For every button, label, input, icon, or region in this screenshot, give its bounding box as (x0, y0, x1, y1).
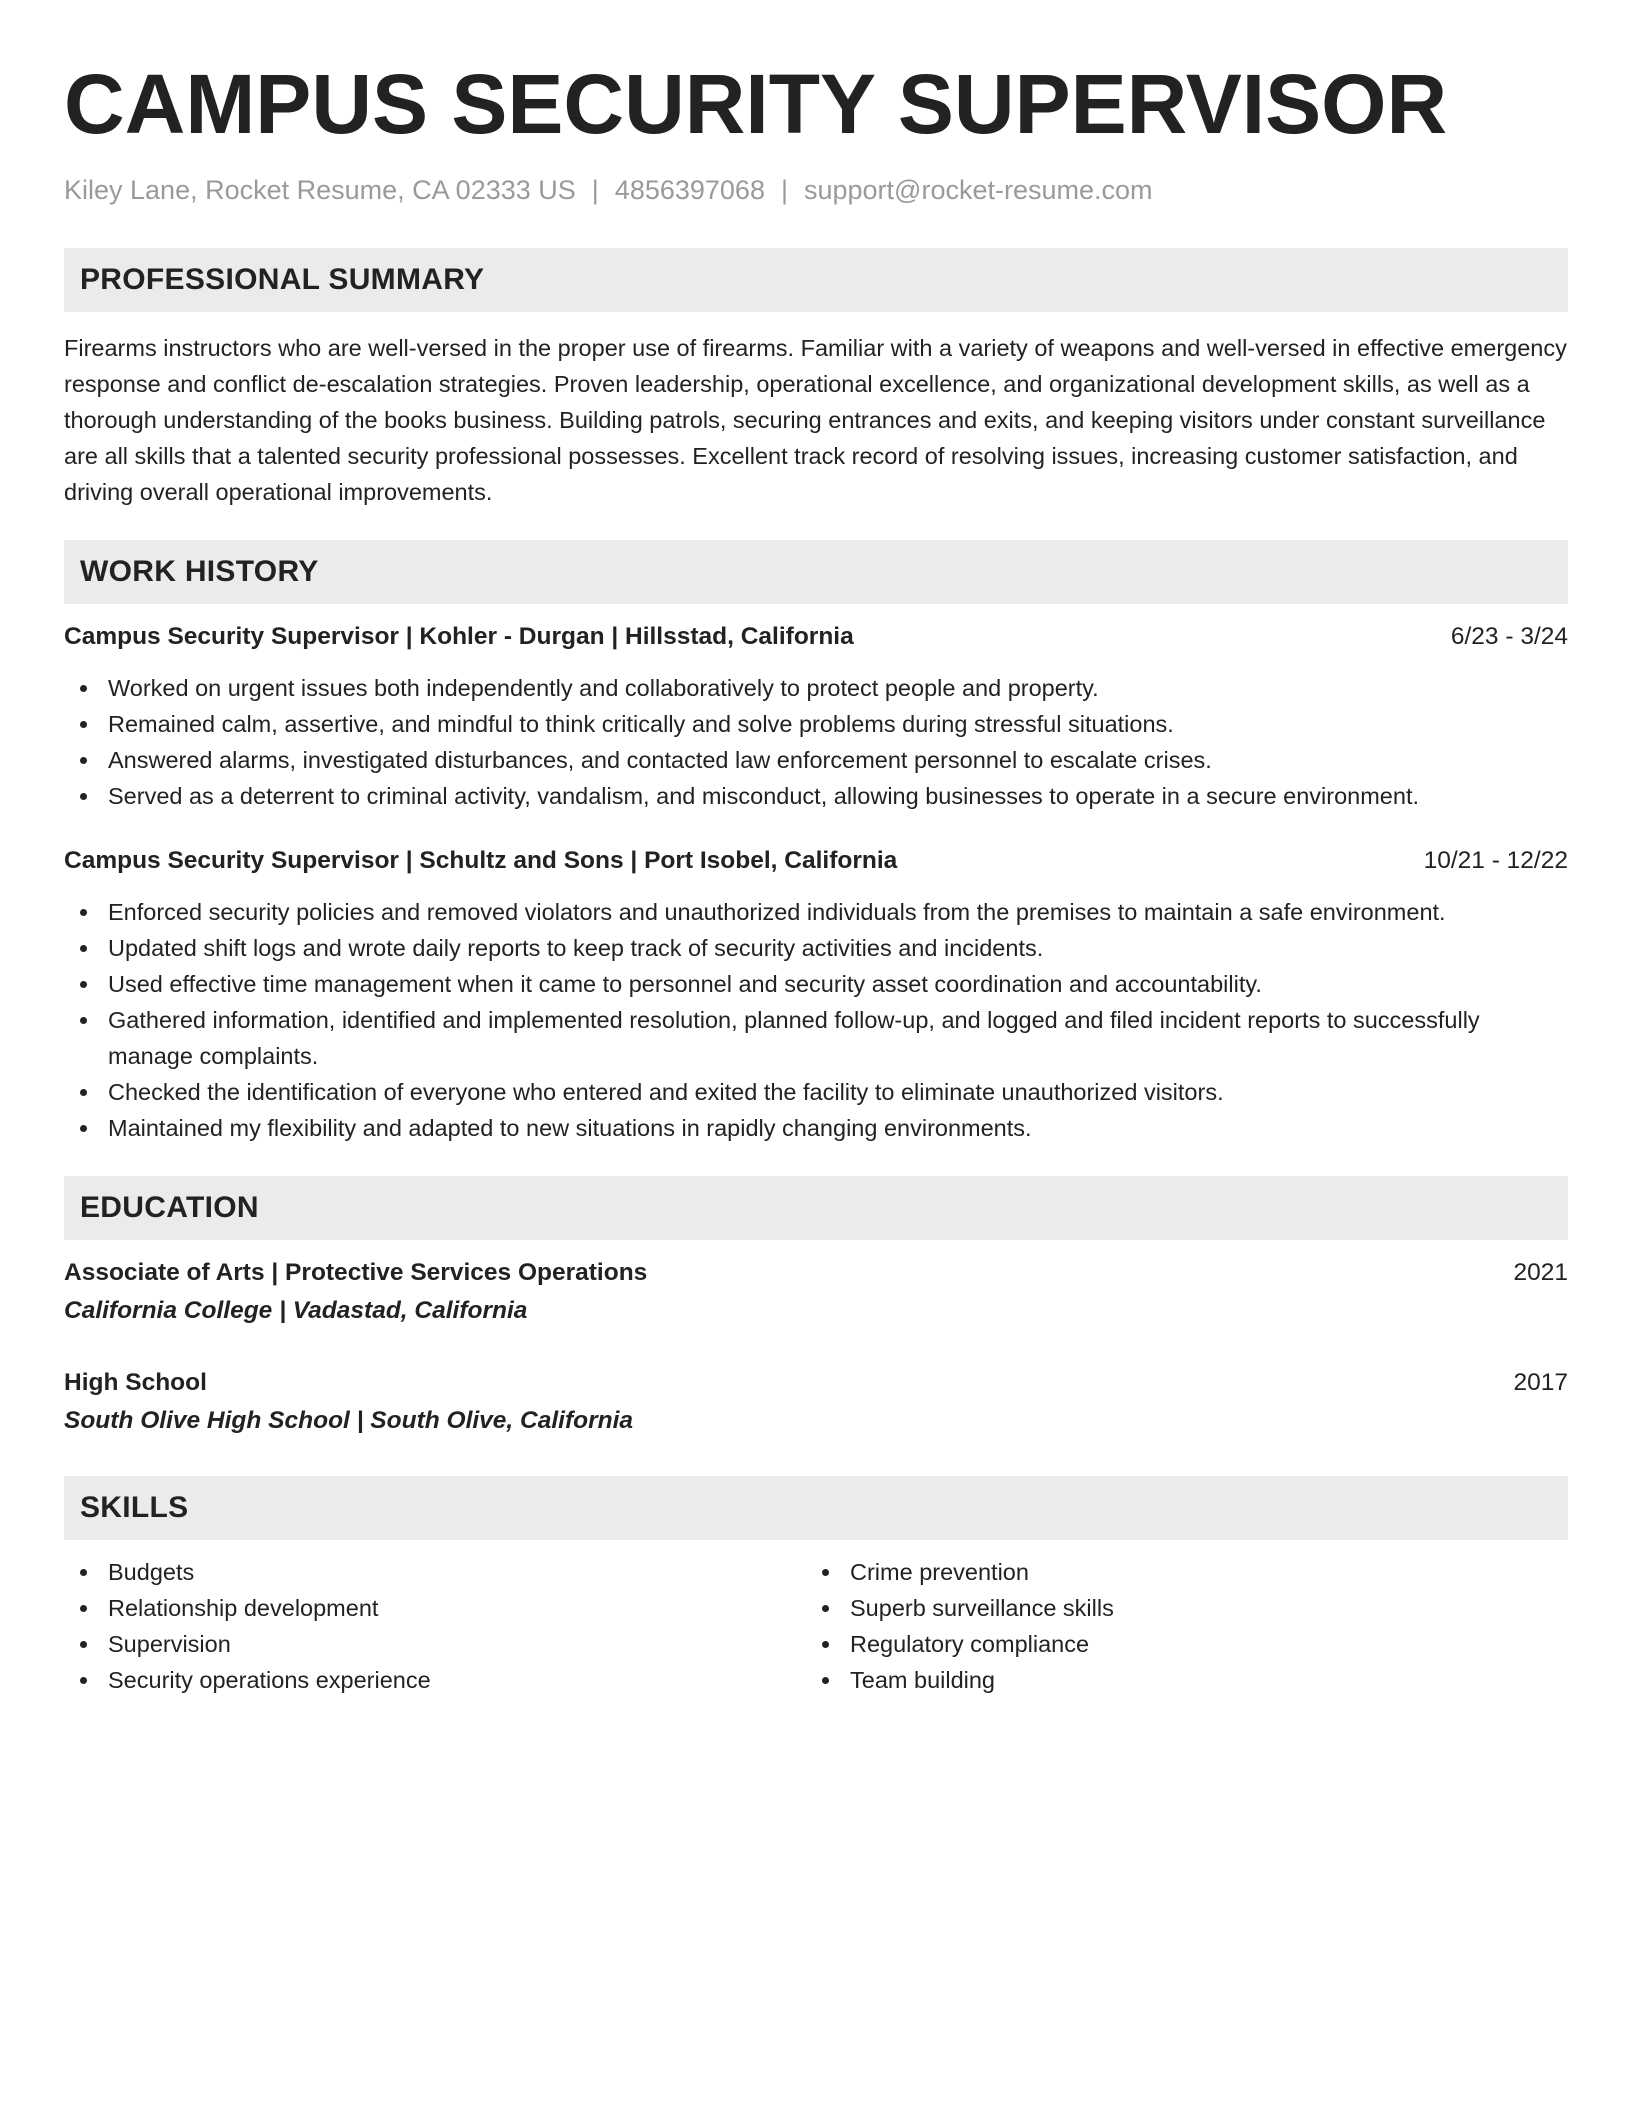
summary-text: Firearms instructors who are well-versed in the proper use of firearms. Familiar with a variety of weapons and well-versed in effective emergency response and conflict de-escalation strategies. Proven leadership, operational excellence, and organizational development skills, as well as a thorough understanding of the books business. Building patrols, securing entrances and exits, and keeping visitors under constant surveillance are all skills that a talented security professional possesses. Excellent track record of resolving issues, increasing customer satisfaction, and driving overall operational improvements. (64, 335, 1567, 505)
skill-item: Team building (806, 1662, 1548, 1698)
job-dates: 6/23 - 3/24 (1450, 623, 1568, 650)
job-entry (64, 844, 1568, 1146)
skill-item: Regulatory compliance (806, 1626, 1548, 1662)
contact-address: Kiley Lane, Rocket Resume, CA 02333 US (64, 175, 576, 205)
resume-page (64, 56, 1568, 1698)
contact-phone: 4856397068 (614, 175, 765, 205)
contact-separator: | (780, 175, 788, 205)
education-entry (64, 1364, 1568, 1440)
education-header (64, 1254, 1568, 1292)
list-item: Checked the identification of everyone who entered and exited the facility to eliminate unauthorized visitors. (64, 1074, 1568, 1110)
skills-grid (64, 1554, 1568, 1698)
education-school: California College | Vadastad, California (64, 1297, 528, 1324)
job-header (64, 844, 1568, 878)
education-entry (64, 1254, 1568, 1330)
section-header-work-history: WORK HISTORY (64, 540, 1568, 604)
job-entry (64, 620, 1568, 814)
job-title: Campus Security Supervisor | Schultz and Sons | Port Isobel, California (64, 847, 898, 874)
education-year: 2017 (1513, 1369, 1568, 1396)
skill-item: Crime prevention (806, 1554, 1548, 1590)
education-degree: Associate of Arts | Protective Services Operations (64, 1259, 648, 1286)
job-bullets (64, 894, 1568, 1146)
job-title: Campus Security Supervisor | Kohler - Durgan | Hillsstad, California (64, 623, 854, 650)
resume-title: CAMPUS SECURITY SUPERVISOR (64, 57, 1448, 151)
job-header (64, 620, 1568, 654)
skills-column-right (806, 1554, 1548, 1698)
section-header-education: EDUCATION (64, 1176, 1568, 1240)
list-item: Updated shift logs and wrote daily reports to keep track of security activities and incidents. (64, 930, 1568, 966)
contact-email: support@rocket-resume.com (803, 175, 1153, 205)
job-bullets (64, 670, 1568, 814)
contact-separator: | (591, 175, 599, 205)
list-item: Gathered information, identified and implemented resolution, planned follow-up, and logged and filed incident reports to successfully manage complaints. (64, 1002, 1568, 1074)
list-item: Remained calm, assertive, and mindful to think critically and solve problems during stressful situations. (64, 706, 1568, 742)
section-header-skills: SKILLS (64, 1476, 1568, 1540)
education-degree: High School (64, 1369, 207, 1396)
education-school: South Olive High School | South Olive, California (64, 1407, 634, 1434)
skills-column-left (64, 1554, 806, 1698)
list-item: Worked on urgent issues both independently and collaboratively to protect people and property. (64, 670, 1568, 706)
list-item: Enforced security policies and removed violators and unauthorized individuals from the premises to maintain a safe environment. (64, 894, 1568, 930)
section-header-summary: PROFESSIONAL SUMMARY (64, 248, 1568, 312)
list-item: Used effective time management when it came to personnel and security asset coordination and accountability. (64, 966, 1568, 1002)
list-item: Maintained my flexibility and adapted to new situations in rapidly changing environments. (64, 1110, 1568, 1146)
skill-item: Supervision (64, 1626, 806, 1662)
skill-item: Relationship development (64, 1590, 806, 1626)
education-year: 2021 (1513, 1259, 1568, 1286)
skill-item: Security operations experience (64, 1662, 806, 1698)
skill-item: Superb surveillance skills (806, 1590, 1548, 1626)
job-dates: 10/21 - 12/22 (1423, 847, 1568, 874)
list-item: Answered alarms, investigated disturbances, and contacted law enforcement personnel to escalate crises. (64, 742, 1568, 778)
list-item: Served as a deterrent to criminal activity, vandalism, and misconduct, allowing businesses to operate in a secure environment. (64, 778, 1568, 814)
education-header (64, 1364, 1568, 1402)
contact-line (64, 172, 1568, 208)
skill-item: Budgets (64, 1554, 806, 1590)
